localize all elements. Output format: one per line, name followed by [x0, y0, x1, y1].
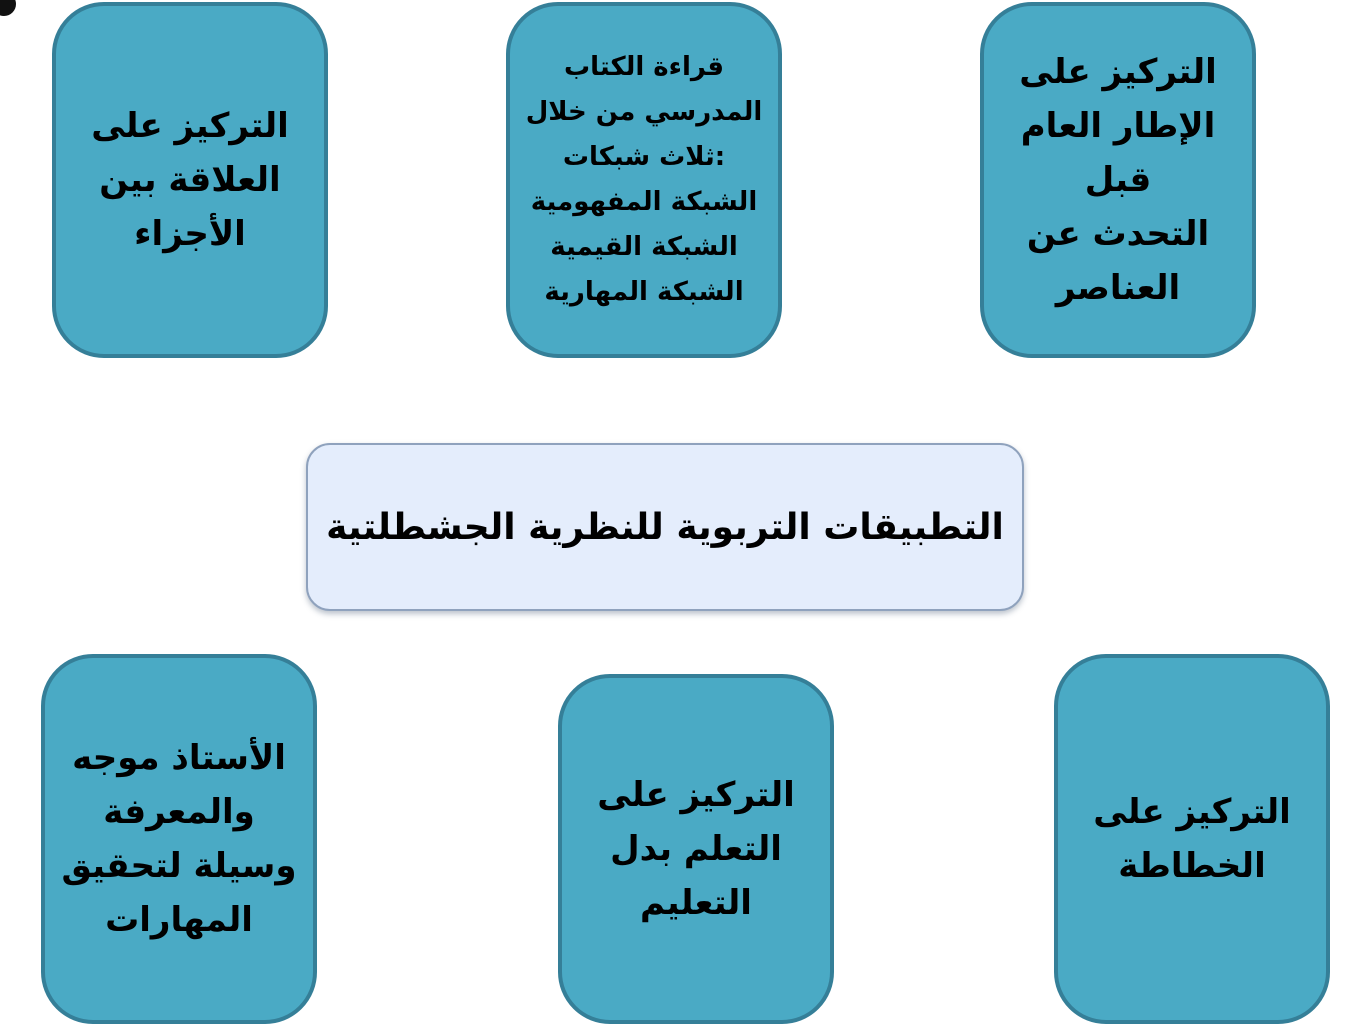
- box-label: الأستاذ موجه والمعرفة وسيلة لتحقيق المهارات: [61, 738, 297, 940]
- box-label: التركيز على العلاقة بين الأجزاء: [91, 106, 289, 254]
- box-relationship-between-parts: [52, 2, 328, 358]
- box-schema: [1054, 654, 1330, 1024]
- central-title: التطبيقات التربوية للنظرية الجشطلتية: [326, 506, 1004, 548]
- corner-dot: [0, 0, 16, 16]
- central-title-box: [306, 443, 1024, 611]
- box-label: قراءة الكتاب المدرسي من خلال :ثلاث شبكات الشبكة المفهومية الشبكة القيمية الشبكة المهارية: [525, 52, 763, 307]
- box-teacher-guide: [41, 654, 317, 1024]
- box-general-framework: [980, 2, 1256, 358]
- box-learning-not-teaching: [558, 674, 834, 1024]
- box-label: التركيز على التعلم بدل التعليم: [597, 775, 795, 923]
- box-label: التركيز على الخطاطة: [1093, 792, 1291, 886]
- box-label: التركيز على الإطار العام قبل التحدث عن العناصر: [1019, 52, 1217, 308]
- box-reading-textbook: [506, 2, 782, 358]
